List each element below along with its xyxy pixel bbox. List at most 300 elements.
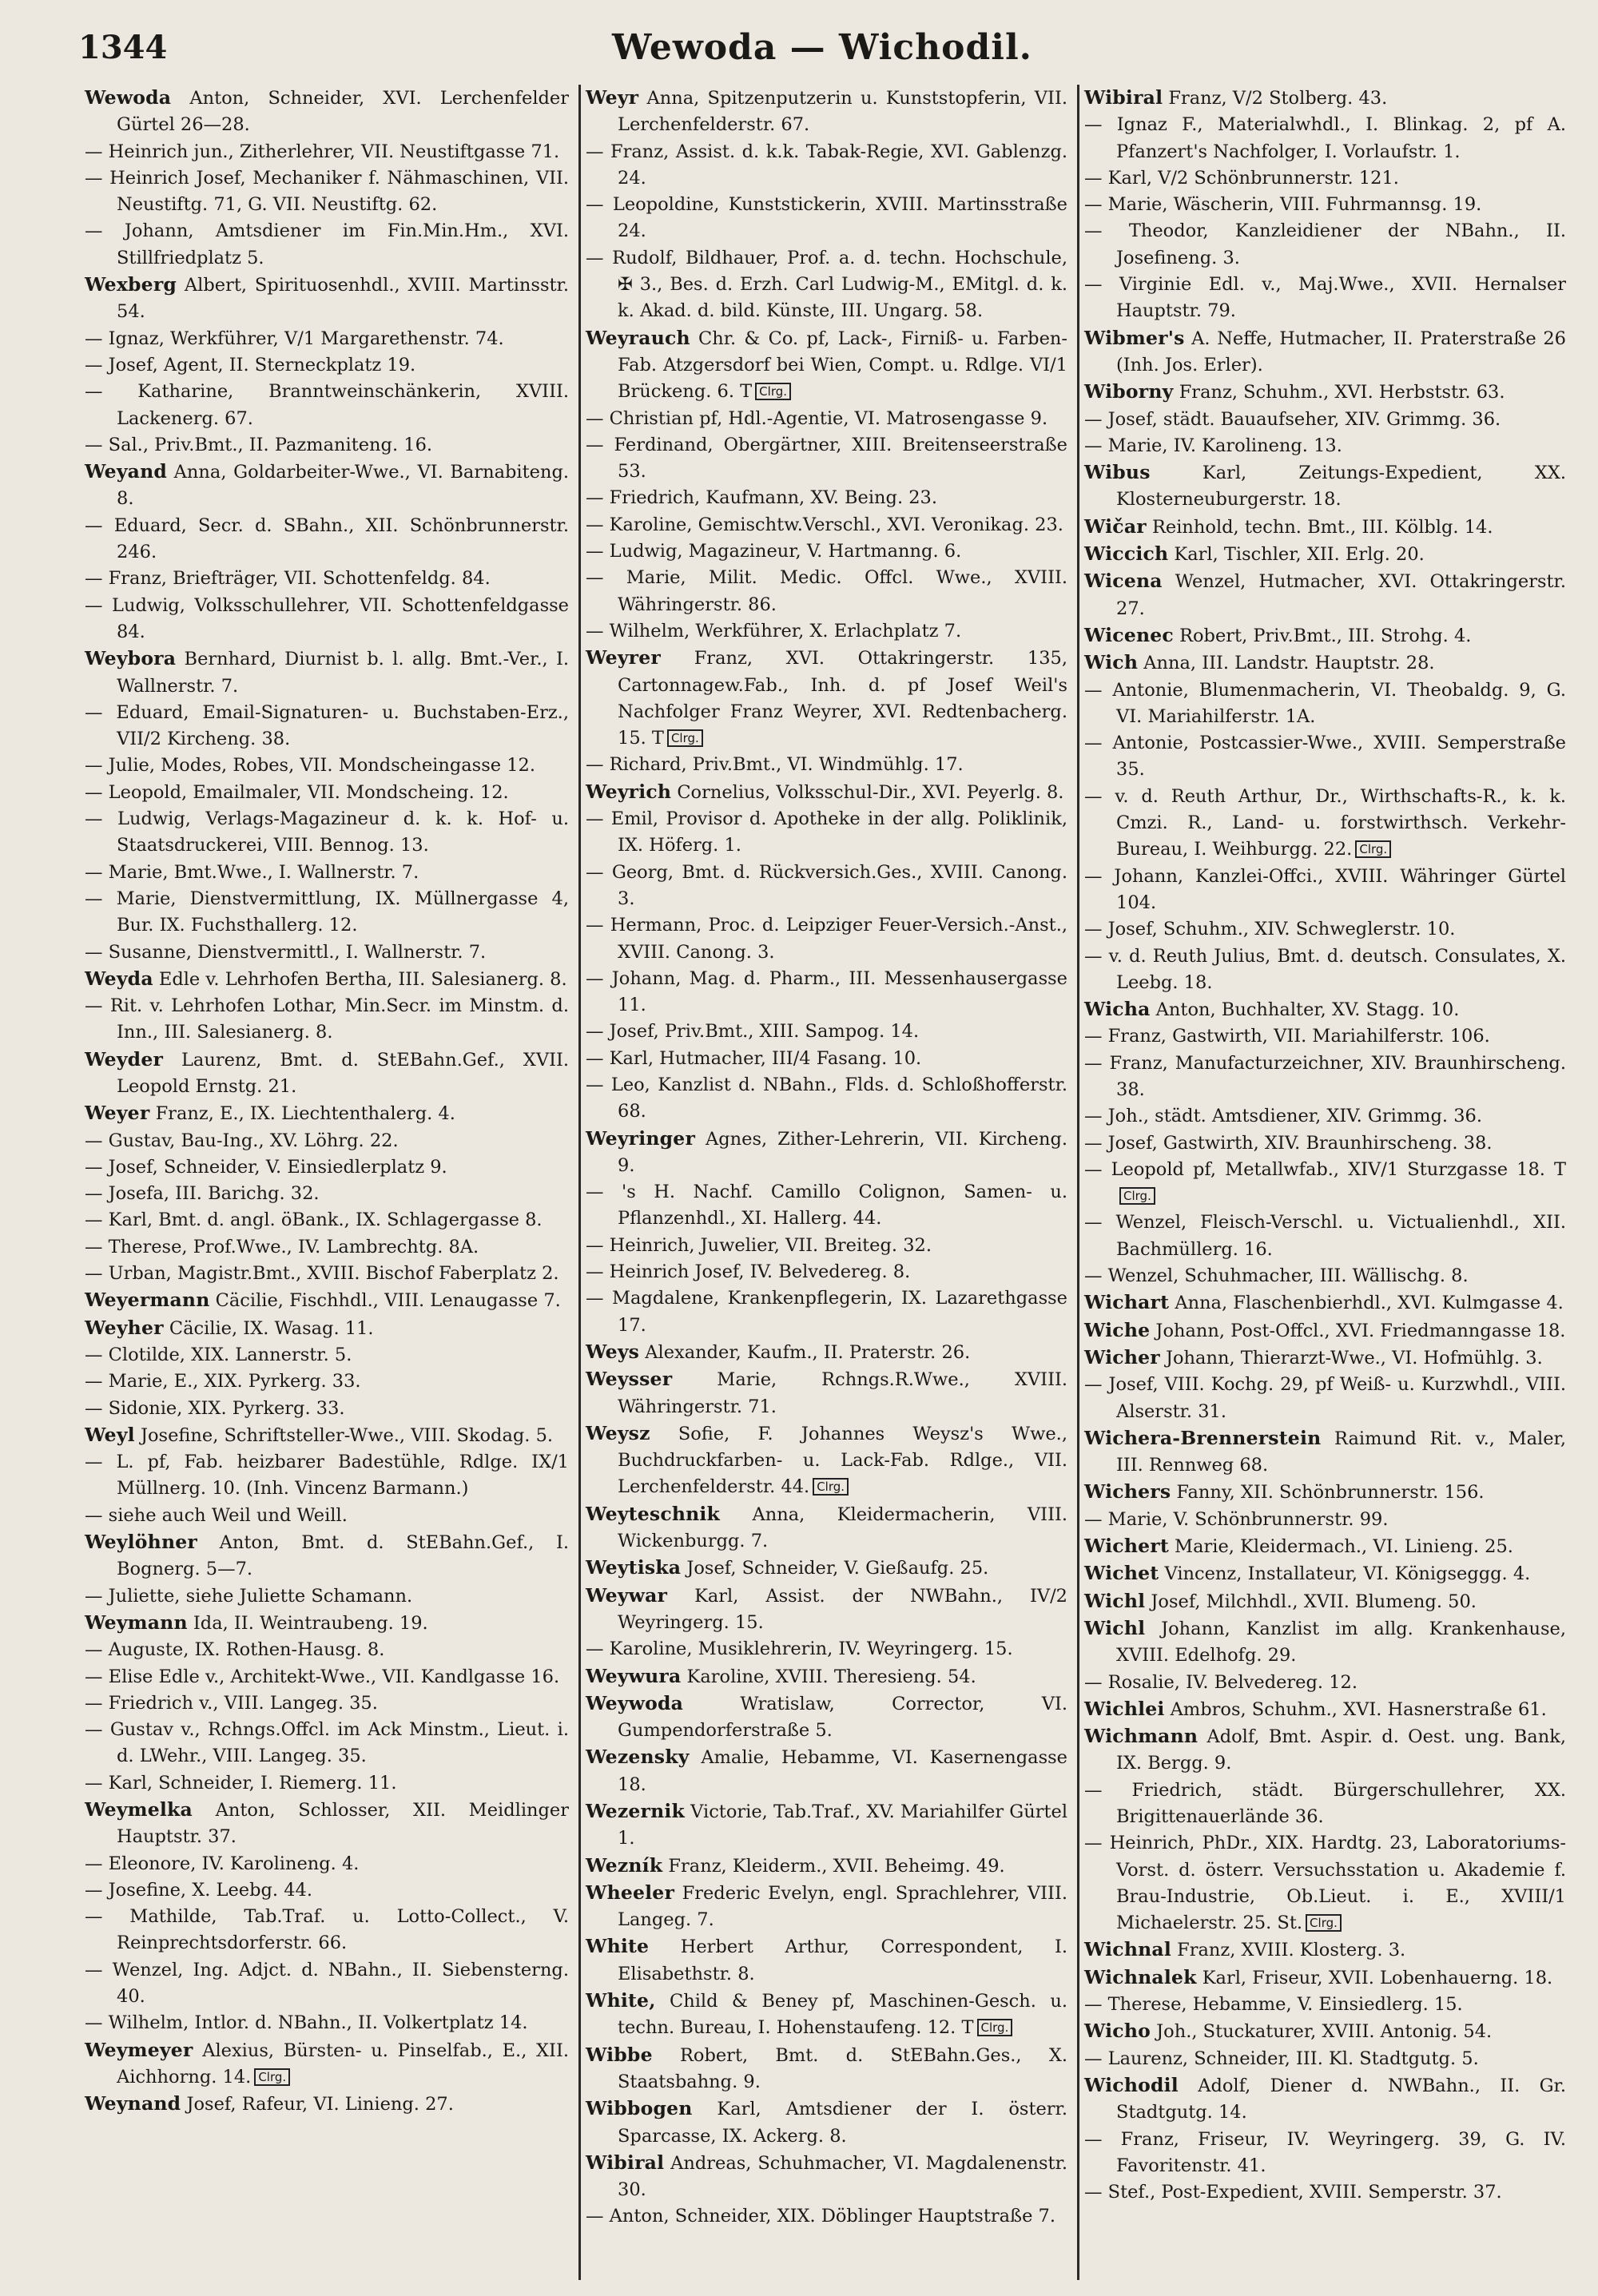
- directory-entry: [1084, 784, 1566, 864]
- entry-text: Franz, XVI. Ottakringerstr. 135, Cartonnagew.Fab., Inh. d. pf Josef Weil's Nachfolger Franz Weyrer, XVI. Redtenbacherg. 15. T: [618, 648, 1067, 749]
- page-number: 1344: [78, 29, 168, 66]
- directory-entry: [85, 1234, 569, 1261]
- entry-text: — Josef, Agent, II. Sterneckplatz 19.: [85, 354, 416, 375]
- directory-entry: [586, 1179, 1067, 1233]
- entry-text: — Wilhelm, Werkführer, X. Erlachplatz 7.: [586, 620, 962, 642]
- directory-entry: [85, 646, 569, 700]
- directory-entry: [1084, 1289, 1566, 1317]
- directory-entry: [586, 1126, 1067, 1180]
- directory-entry: [85, 753, 569, 779]
- directory-entry: [1084, 1210, 1566, 1263]
- directory-entry: [586, 1259, 1067, 1285]
- entry-text: Wenzel, Hutmacher, XVI. Ottakringerstr. 27.: [1116, 571, 1566, 619]
- entry-text: — Juliette, siehe Juliette Schamann.: [85, 1585, 413, 1607]
- entry-surname: White,: [586, 1989, 656, 2012]
- entry-text: — v. d. Reuth Arthur, Dr., Wirthschafts-R., k. k. Cmzi. R., Land- u. forstwirthsch. Verkehr-Bureau, I. Weihburgg. 22.: [1084, 785, 1566, 860]
- directory-entry: [1084, 677, 1566, 731]
- entry-text: — Therese, Hebamme, V. Einsiedlerg. 15.: [1084, 1994, 1463, 2016]
- directory-entry: [586, 1339, 1067, 1366]
- entry-text: — Georg, Bmt. d. Rückversich.Ges., XVIII. Canong. 3.: [586, 861, 1067, 909]
- entry-surname: Weyrauch: [586, 326, 690, 349]
- directory-entry: [85, 780, 569, 806]
- entry-surname: Wichlei: [1084, 1697, 1165, 1720]
- directory-entry: [1084, 2046, 1566, 2072]
- directory-entry: [85, 1261, 569, 1287]
- entry-text: Josef, Rafeur, VI. Linieng. 27.: [181, 2094, 454, 2115]
- directory-entry: [586, 432, 1067, 486]
- entry-surname: Weyda: [85, 967, 153, 990]
- entry-text: Victorie, Tab.Traf., XV. Mariahilfer Gürtel 1.: [618, 1801, 1068, 1849]
- entry-text: — Sal., Priv.Bmt., II. Pazmaniteng. 16.: [85, 434, 433, 455]
- directory-entry: [586, 1663, 1067, 1690]
- entry-text: — Ludwig, Verlags-Magazineur d. k. k. Hof- u. Staatsdruckerei, VIII. Bennog. 13.: [85, 808, 569, 856]
- entry-surname: Weyl: [85, 1423, 135, 1446]
- entry-text: — Johann, Amtsdiener im Fin.Min.Hm., XVI. Stillfriedplatz 5.: [85, 220, 569, 268]
- directory-entry: [1084, 1130, 1566, 1157]
- directory-entry: [85, 1904, 569, 1957]
- directory-entry: [1084, 1051, 1566, 1104]
- directory-entry: [85, 459, 569, 513]
- entry-text: Franz, XVIII. Klosterg. 3.: [1171, 1940, 1406, 1961]
- entry-text: Josefine, Schriftsteller-Wwe., VIII. Skodag. 5.: [134, 1424, 554, 1446]
- entry-text: — Josef, Gastwirth, XIV. Braunhirscheng. 38.: [1084, 1132, 1493, 1154]
- entry-text: — Heinrich, PhDr., XIX. Hardtg. 23, Laboratoriums-Vorst. d. österr. Versuchsstation u. Akademie f. Brau-Industrie, Ob.Lieut. i. E., XVIII/1 Michaelerstr. 25. St.: [1084, 1833, 1566, 1934]
- entry-text: — Josefa, III. Barichg. 32.: [85, 1183, 320, 1205]
- telephone-badge: Clrg.: [813, 1478, 849, 1496]
- entry-surname: Wexberg: [85, 273, 177, 296]
- telephone-badge: Clrg.: [254, 2068, 290, 2086]
- directory-entry: [85, 700, 569, 753]
- directory-entry: [586, 325, 1067, 406]
- entry-text: Amalie, Hebamme, VI. Kasernengasse 18.: [618, 1747, 1067, 1795]
- entry-text: — 's H. Nachf. Camillo Colignon, Samen- u. Pflanzenhdl., XI. Hallerg. 44.: [586, 1182, 1067, 1229]
- telephone-badge: Clrg.: [1119, 1187, 1155, 1205]
- entry-surname: Wich: [1084, 651, 1139, 674]
- directory-entry: [586, 1690, 1067, 1745]
- entry-surname: Wichert: [1084, 1535, 1169, 1558]
- directory-entry: [85, 352, 569, 379]
- entry-text: Adolf, Diener d. NWBahn., II. Gr. Stadtgutg. 14.: [1116, 2075, 1566, 2123]
- directory-entry: [1084, 1696, 1566, 1723]
- entry-text: Adolf, Bmt. Aspir. d. Oest. ung. Bank, IX. Bergg. 9.: [1116, 1726, 1566, 1774]
- entry-text: Herbert Arthur, Correspondent, I. Elisabethstr. 8.: [618, 1937, 1067, 1984]
- entry-surname: Weywura: [586, 1664, 682, 1687]
- directory-entry: [85, 1957, 569, 2011]
- directory-entry: [586, 406, 1067, 432]
- directory-entry: [586, 1046, 1067, 1072]
- entry-surname: Weytiska: [586, 1556, 682, 1579]
- entry-surname: Weyand: [85, 460, 168, 483]
- directory-entry: [1084, 622, 1566, 649]
- directory-entry: [586, 1501, 1067, 1555]
- entry-text: — Rudolf, Bildhauer, Prof. a. d. techn. Hochschule, ✠ 3., Bes. d. Erzh. Carl Ludwig-M., EMitgl. d. k. k. Akad. d. bild. Künste, III. Ungarg. 58.: [586, 247, 1067, 322]
- entry-text: — Therese, Prof.Wwe., IV. Lambrechtg. 8A.: [85, 1236, 479, 1257]
- entry-text: — Richard, Priv.Bmt., VI. Windmühlg. 17.: [586, 754, 964, 776]
- entry-text: — Mathilde, Tab.Traf. u. Lotto-Collect., V. Reinprechtsdorferstr. 66.: [85, 1906, 569, 1954]
- directory-entry: [85, 1690, 569, 1717]
- entry-surname: Weyder: [85, 1047, 164, 1071]
- entry-text: Josef, Schneider, V. Gießaufg. 25.: [681, 1558, 989, 1579]
- entry-text: Ambros, Schuhm., XVI. Hasnerstraße 61.: [1164, 1698, 1547, 1720]
- directory-entry: [1084, 649, 1566, 677]
- entry-surname: Weyermann: [85, 1289, 210, 1312]
- entry-text: — Josef, VIII. Kochg. 29, pf Weiß- u. Kurzwhdl., VIII. Alserstr. 31.: [1084, 1374, 1566, 1422]
- entry-text: — Marie, Milit. Medic. Offcl. Wwe., XVIII. Währingerstr. 86.: [586, 567, 1067, 615]
- directory-entry: [1084, 1615, 1566, 1670]
- entry-text: — Theodor, Kanzleidiener der NBahn., II. Josefineng. 3.: [1084, 220, 1566, 268]
- entry-text: — Heinrich, Juwelier, VII. Breiteg. 32.: [586, 1234, 932, 1256]
- directory-entry: [1084, 1560, 1566, 1587]
- entry-surname: Weyer: [85, 1102, 150, 1125]
- entry-text: — Josefine, X. Leebg. 44.: [85, 1879, 312, 1901]
- entry-text: Andreas, Schuhmacher, VI. Magdalenenstr. 30.: [618, 2152, 1067, 2201]
- entry-surname: Wichera-Brennerstein: [1084, 1426, 1322, 1449]
- entry-surname: Wiborny: [1084, 380, 1174, 403]
- entry-surname: Wicher: [1084, 1345, 1160, 1368]
- entry-surname: Wheeler: [586, 1881, 675, 1904]
- directory-entry: [586, 806, 1067, 860]
- directory-entry: [586, 565, 1067, 618]
- directory-entry: [586, 245, 1067, 325]
- directory-entry: [1084, 730, 1566, 784]
- entry-surname: Wiccich: [1084, 542, 1169, 566]
- entry-text: Anna, Goldarbeiter-Wwe., VI. Barnabiteng. 8.: [117, 462, 569, 510]
- directory-entry: [85, 1207, 569, 1233]
- entry-text: — Antonie, Blumenmacherin, VI. Theobaldg. 9, G. VI. Mariahilferstr. 1A.: [1084, 679, 1566, 727]
- entry-text: Cäcilie, IX. Wasag. 11.: [163, 1317, 374, 1339]
- directory-entry: [85, 1128, 569, 1154]
- entry-text: — Virginie Edl. v., Maj.Wwe., XVII. Hernalser Hauptstr. 79.: [1084, 274, 1566, 322]
- directory-entry: [1084, 2018, 1566, 2045]
- directory-entry: [586, 1233, 1067, 1259]
- directory-columns: [80, 85, 1576, 2280]
- entry-text: Robert, Priv.Bmt., III. Strohg. 4.: [1173, 625, 1472, 646]
- directory-entry: [1084, 1778, 1566, 1831]
- entry-text: Anton, Bmt. d. StEBahn.Gef., I. Bognerg. 5—7.: [117, 1532, 569, 1580]
- directory-entry: [586, 485, 1067, 511]
- entry-surname: Weybora: [85, 647, 177, 670]
- entry-text: Anton, Schneider, XVI. Lerchenfelder Gürtel 26—28.: [117, 88, 569, 136]
- entry-text: — Josef, städt. Bauaufseher, XIV. Grimmg. 36.: [1084, 408, 1501, 430]
- directory-entry: [1084, 1992, 1566, 2018]
- directory-entry: [1084, 1023, 1566, 1050]
- directory-entry: [85, 966, 569, 993]
- directory-entry: [586, 139, 1067, 193]
- entry-text: — Rosalie, IV. Belvedereg. 12.: [1084, 1671, 1358, 1693]
- entry-surname: Wibbe: [586, 2043, 653, 2066]
- entry-text: — Franz, Assist. d. k.k. Tabak-Regie, XVI. Gablenzg. 24.: [586, 141, 1067, 189]
- directory-entry: [586, 966, 1067, 1019]
- entry-surname: Weymeyer: [85, 2038, 193, 2061]
- entry-text: — Elise Edle v., Architekt-Wwe., VII. Kandlgasse 16.: [85, 1666, 560, 1687]
- entry-surname: Wicha: [1084, 998, 1151, 1021]
- entry-text: — Leo, Kanzlist d. NBahn., Flds. d. Schloßhofferstr. 68.: [586, 1074, 1067, 1122]
- entry-surname: Weyringer: [586, 1126, 696, 1150]
- directory-entry: [85, 1637, 569, 1663]
- entry-text: — Johann, Mag. d. Pharm., III. Messenhausergasse 11.: [586, 967, 1067, 1016]
- directory-entry: [1084, 85, 1566, 112]
- entry-text: Franz, Kleiderm., XVII. Beheimg. 49.: [662, 1855, 1005, 1877]
- directory-entry: [1084, 1103, 1566, 1130]
- entry-surname: Weylöhner: [85, 1531, 197, 1554]
- entry-text: — Karoline, Gemischtw.Verschl., XVI. Veronikag. 23.: [586, 514, 1063, 535]
- entry-text: Marie, Rchngs.R.Wwe., XVIII. Währingerstr. 71.: [618, 1369, 1067, 1417]
- entry-text: — Marie, Bmt.Wwe., I. Wallnerstr. 7.: [85, 861, 419, 883]
- directory-entry: [85, 1503, 569, 1529]
- entry-text: — Franz, Friseur, IV. Weyringerg. 39, G. IV. Favoritenstr. 41.: [1084, 2128, 1566, 2176]
- entry-text: — Eleonore, IV. Karolineng. 4.: [85, 1853, 360, 1874]
- entry-text: Anton, Schlosser, XII. Meidlinger Hauptstr. 37.: [117, 1800, 569, 1848]
- entry-surname: Weywar: [586, 1583, 668, 1607]
- directory-entry: [1084, 1425, 1566, 1480]
- entry-text: — Ignaz, Werkführer, V/1 Margarethenstr. 74.: [85, 328, 504, 349]
- directory-entry: [586, 512, 1067, 538]
- directory-entry: [586, 1880, 1067, 1934]
- directory-entry: [1084, 112, 1566, 165]
- directory-entry: [1084, 568, 1566, 622]
- directory-entry: [586, 538, 1067, 565]
- entry-surname: Wiche: [1084, 1318, 1151, 1341]
- entry-text: Chr. & Co. pf, Lack-, Firniß- u. Farben-Fab. Atzgersdorf bei Wien, Compt. u. Rdlge. VI/1 Brückeng. 6. T: [618, 328, 1067, 403]
- directory-entry: [1084, 1533, 1566, 1560]
- directory-entry: [586, 2042, 1067, 2096]
- entry-surname: Weyrer: [586, 646, 661, 669]
- entry-text: — Gustav, Bau-Ing., XV. Löhrg. 22.: [85, 1130, 399, 1151]
- directory-entry: [586, 1988, 1067, 2042]
- directory-entry: [1084, 379, 1566, 406]
- directory-entry: [85, 513, 569, 566]
- entry-surname: Wewoda: [85, 86, 172, 109]
- directory-entry: [1084, 1964, 1566, 1992]
- directory-entry: [586, 2203, 1067, 2230]
- entry-text: — Marie, IV. Karolineng. 13.: [1084, 435, 1342, 456]
- entry-text: — Wenzel, Schuhmacher, III. Wällischg. 8.: [1084, 1265, 1469, 1287]
- directory-entry: [85, 2037, 569, 2091]
- entry-surname: Wichet: [1084, 1562, 1159, 1585]
- entry-surname: Weyteschnik: [586, 1502, 721, 1525]
- directory-entry: [85, 2091, 569, 2118]
- entry-text: Karl, Tischler, XII. Erlg. 20.: [1168, 544, 1425, 566]
- entry-text: Joh., Stuckaturer, XVIII. Antonig. 54.: [1150, 2021, 1493, 2043]
- entry-surname: Wicena: [1084, 570, 1163, 593]
- directory-entry: [85, 379, 569, 432]
- entry-text: Anna, Kleidermacherin, VIII. Wickenburgg. 7.: [618, 1504, 1067, 1552]
- entry-surname: Wičar: [1084, 514, 1147, 538]
- directory-entry: [586, 1853, 1067, 1880]
- directory-entry: [586, 860, 1067, 913]
- entry-text: — v. d. Reuth Julius, Bmt. d. deutsch. Consulates, X. Leebg. 18.: [1084, 945, 1566, 993]
- entry-text: Cornelius, Volksschul-Dir., XVI. Peyerlg. 8.: [671, 781, 1064, 803]
- entry-text: Karl, Amtsdiener der I. österr. Sparcasse, IX. Ackerg. 8.: [618, 2099, 1067, 2147]
- entry-text: Robert, Bmt. d. StEBahn.Ges., X. Staatsbahng. 9.: [618, 2044, 1067, 2092]
- directory-entry: [85, 939, 569, 966]
- entry-text: — Laurenz, Schneider, III. Kl. Stadtgutg. 5.: [1084, 2048, 1479, 2069]
- directory-entry: [1084, 1723, 1566, 1778]
- directory-entry: [586, 1636, 1067, 1662]
- entry-text: — Auguste, IX. Rothen-Hausg. 8.: [85, 1639, 385, 1661]
- entry-text: — Marie, Dienstvermittlung, IX. Müllnergasse 4, Bur. IX. Fuchsthallerg. 12.: [85, 888, 569, 936]
- entry-text: — Susanne, Dienstvermittl., I. Wallnerstr. 7.: [85, 941, 487, 963]
- directory-entry: [85, 1181, 569, 1207]
- directory-entry: [85, 1287, 569, 1314]
- entry-text: — Josef, Schneider, V. Einsiedlerplatz 9.: [85, 1156, 447, 1178]
- entry-text: Laurenz, Bmt. d. StEBahn.Gef., XVII. Leopold Ernstg. 21.: [117, 1049, 569, 1097]
- directory-entry: [1084, 2179, 1566, 2206]
- entry-surname: Wibus: [1084, 461, 1151, 484]
- entry-surname: Wezník: [586, 1853, 663, 1877]
- directory-entry: [1084, 407, 1566, 433]
- directory-entry: [586, 85, 1067, 139]
- entry-text: — Wilhelm, Intlor. d. NBahn., II. Volkertplatz 14.: [85, 2012, 528, 2034]
- directory-entry: [85, 1583, 569, 1610]
- entry-text: Anna, Flaschenbierhdl., XVI. Kulmgasse 4.: [1169, 1293, 1564, 1314]
- entry-surname: Wibiral: [586, 2151, 665, 2174]
- entry-text: Karl, Friseur, XVII. Lobenhauerng. 18.: [1196, 1967, 1553, 1988]
- directory-entry: [85, 993, 569, 1047]
- directory-entry: [85, 1396, 569, 1422]
- directory-entry: [586, 1072, 1067, 1126]
- entry-text: — Magdalene, Krankenpflegerin, IX. Lazarethgasse 17.: [586, 1288, 1067, 1336]
- entry-text: Marie, Kleidermach., VI. Linieng. 25.: [1168, 1536, 1513, 1558]
- directory-entry: [586, 1285, 1067, 1339]
- directory-entry: [1084, 2072, 1566, 2127]
- directory-entry: [85, 1770, 569, 1797]
- entry-text: — Emil, Provisor d. Apotheke in der allg. Poliklinik, IX. Höferg. 1.: [586, 808, 1067, 856]
- directory-entry: [586, 1583, 1067, 1637]
- directory-entry: [1084, 1507, 1566, 1533]
- directory-entry: [1084, 916, 1566, 943]
- entry-surname: Weynand: [85, 2092, 181, 2115]
- directory-entry: [85, 1342, 569, 1368]
- entry-text: — Franz, Gastwirth, VII. Mariahilferstr. 106.: [1084, 1026, 1490, 1047]
- directory-entry: [1084, 1263, 1566, 1289]
- entry-text: Cäcilie, Fischhdl., VIII. Lenaugasse 7.: [209, 1290, 561, 1312]
- telephone-badge: Clrg.: [667, 729, 703, 747]
- directory-entry: [85, 886, 569, 939]
- entry-text: — Hermann, Proc. d. Leipziger Feuer-Versich.-Anst., XVIII. Canong. 3.: [586, 915, 1067, 963]
- entry-text: — Karl, Bmt. d. angl. öBank., IX. Schlagergasse 8.: [85, 1210, 543, 1231]
- entry-text: — Christian pf, Hdl.-Agentie, VI. Matrosengasse 9.: [586, 407, 1048, 429]
- entry-text: — Johann, Kanzlei-Offci., XVIII. Währinger Gürtel 104.: [1084, 865, 1566, 913]
- entry-text: — Katharine, Branntweinschänkerin, XVIII. Lackenerg. 67.: [85, 381, 569, 429]
- directory-entry: [586, 2095, 1067, 2150]
- entry-text: — Franz, Manufacturzeichner, XIV. Braunhirscheng. 38.: [1084, 1052, 1566, 1100]
- entry-surname: Wezernik: [586, 1800, 685, 1822]
- directory-entry: [85, 593, 569, 646]
- directory-entry: [85, 1368, 569, 1395]
- entry-text: Albert, Spirituosenhdl., XVIII. Martinsstr. 54.: [117, 275, 569, 323]
- directory-entry: [586, 1019, 1067, 1045]
- entry-text: — Leopoldine, Kunststickerin, XVIII. Martinsstraße 24.: [586, 194, 1067, 242]
- entry-text: Raimund Rit. v., Maler, III. Rennweg 68.: [1116, 1428, 1566, 1476]
- entry-text: — Gustav v., Rchngs.Offcl. im Ack Minstm., Lieut. i. d. LWehr., VIII. Langeg. 35.: [85, 1719, 569, 1767]
- entry-text: — Leopold pf, Metallwfab., XIV/1 Sturzgasse 18. T: [1084, 1158, 1566, 1180]
- entry-text: Franz, Schuhm., XVI. Herbststr. 63.: [1173, 382, 1505, 403]
- entry-text: Franz, E., IX. Liechtenthalerg. 4.: [149, 1103, 455, 1125]
- entry-surname: Weywoda: [586, 1691, 684, 1714]
- entry-text: Josef, Milchhdl., XVII. Blumeng. 50.: [1145, 1591, 1477, 1612]
- directory-entry: [85, 85, 569, 139]
- entry-text: — Friedrich, Kaufmann, XV. Being. 23.: [586, 487, 938, 509]
- directory-entry: [85, 1422, 569, 1449]
- entry-text: Anna, III. Landstr. Hauptstr. 28.: [1138, 653, 1435, 674]
- directory-entry: [1084, 1937, 1566, 1964]
- entry-text: Karl, Zeitungs-Expedient, XX. Klosterneuburgerstr. 18.: [1116, 463, 1566, 510]
- entry-surname: Weysser: [586, 1368, 673, 1391]
- directory-entry: [85, 1529, 569, 1583]
- entry-text: — Friedrich, städt. Bürgerschullehrer, XX. Brigittenauerlände 36.: [1084, 1779, 1566, 1827]
- entry-surname: Weyr: [586, 86, 639, 109]
- directory-entry: [85, 1717, 569, 1770]
- directory-entry: [1084, 192, 1566, 218]
- entry-surname: Wibiral: [1084, 86, 1163, 109]
- entry-text: — Antonie, Postcassier-Wwe., XVIII. Semperstraße 35.: [1084, 733, 1566, 781]
- directory-entry: [586, 192, 1067, 245]
- entry-text: — siehe auch Weil und Weill.: [85, 1504, 348, 1526]
- entry-text: — Ferdinand, Obergärtner, XIII. Breitenseerstraße 53.: [586, 434, 1067, 483]
- entry-text: — Karl, Hutmacher, III/4 Fasang. 10.: [586, 1047, 922, 1069]
- directory-entry: [1084, 218, 1566, 272]
- entry-surname: Weys: [586, 1340, 640, 1363]
- directory-entry: [1084, 1372, 1566, 1425]
- directory-entry: [1084, 1588, 1566, 1615]
- telephone-badge: Clrg.: [977, 2019, 1013, 2036]
- entry-text: — Julie, Modes, Robes, VII. Mondscheingasse 12.: [85, 755, 535, 777]
- directory-entry: [1084, 165, 1566, 192]
- directory-entry: [85, 139, 569, 165]
- entry-text: Alexander, Kaufm., II. Praterstr. 26.: [639, 1341, 971, 1363]
- entry-text: — Marie, E., XIX. Pyrkerg. 33.: [85, 1371, 361, 1392]
- directory-entry: [85, 1449, 569, 1503]
- entry-surname: Wichnal: [1084, 1938, 1171, 1961]
- entry-text: Vincenz, Installateur, VI. Königseggg. 4.: [1159, 1563, 1531, 1585]
- telephone-badge: Clrg.: [1355, 840, 1391, 858]
- entry-surname: Wezensky: [586, 1746, 690, 1769]
- entry-text: — Clotilde, XIX. Lannerstr. 5.: [85, 1344, 352, 1365]
- page-header: [78, 22, 1566, 78]
- running-title: Wewoda — Wichodil.: [612, 27, 1032, 68]
- directory-entry: [586, 779, 1067, 806]
- entry-text: Franz, V/2 Stolberg. 43.: [1163, 88, 1388, 109]
- entry-text: — Wenzel, Fleisch-Verschl. u. Victualienhdl., XII. Bachmüllerg. 16.: [1084, 1212, 1566, 1260]
- directory-entry: [1084, 433, 1566, 459]
- directory-entry: [586, 1933, 1067, 1988]
- entry-text: — Karl, Schneider, I. Riemerg. 11.: [85, 1772, 397, 1794]
- directory-entry: [85, 2010, 569, 2036]
- entry-text: Alexius, Bürsten- u. Pinselfab., E., XII. Aichhorng. 14.: [117, 2040, 569, 2087]
- entry-surname: White: [586, 1935, 650, 1958]
- directory-entry: [1084, 459, 1566, 514]
- entry-text: Wratislaw, Corrector, VI. Gumpendorferstraße 5.: [618, 1693, 1067, 1742]
- directory-entry: [586, 1744, 1067, 1798]
- entry-surname: Wichers: [1084, 1480, 1171, 1504]
- entry-text: — Marie, Wäscherin, VIII. Fuhrmannsg. 19.: [1084, 194, 1482, 216]
- entry-text: — Ignaz F., Materialwhdl., I. Blinkag. 2, pf A. Pfanzert's Nachfolger, I. Vorlaufstr. 1.: [1084, 114, 1566, 162]
- entry-surname: Wichl: [1084, 1589, 1146, 1612]
- entry-surname: Weyrich: [586, 780, 672, 803]
- directory-entry: [1084, 514, 1566, 541]
- directory-entry: [85, 566, 569, 592]
- directory-entry: [586, 1420, 1067, 1501]
- entry-text: — Karoline, Musiklehrerin, IV. Weyringerg. 15.: [586, 1639, 1013, 1660]
- entry-text: Frederic Evelyn, engl. Sprachlehrer, VIII. Langeg. 7.: [618, 1882, 1067, 1931]
- directory-entry: [1084, 1157, 1566, 1210]
- directory-entry: [586, 645, 1067, 752]
- directory-entry: [1084, 864, 1566, 917]
- directory-entry: [1084, 541, 1566, 568]
- entry-text: — Sidonie, XIX. Pyrkerg. 33.: [85, 1397, 345, 1419]
- directory-entry: [85, 1610, 569, 1637]
